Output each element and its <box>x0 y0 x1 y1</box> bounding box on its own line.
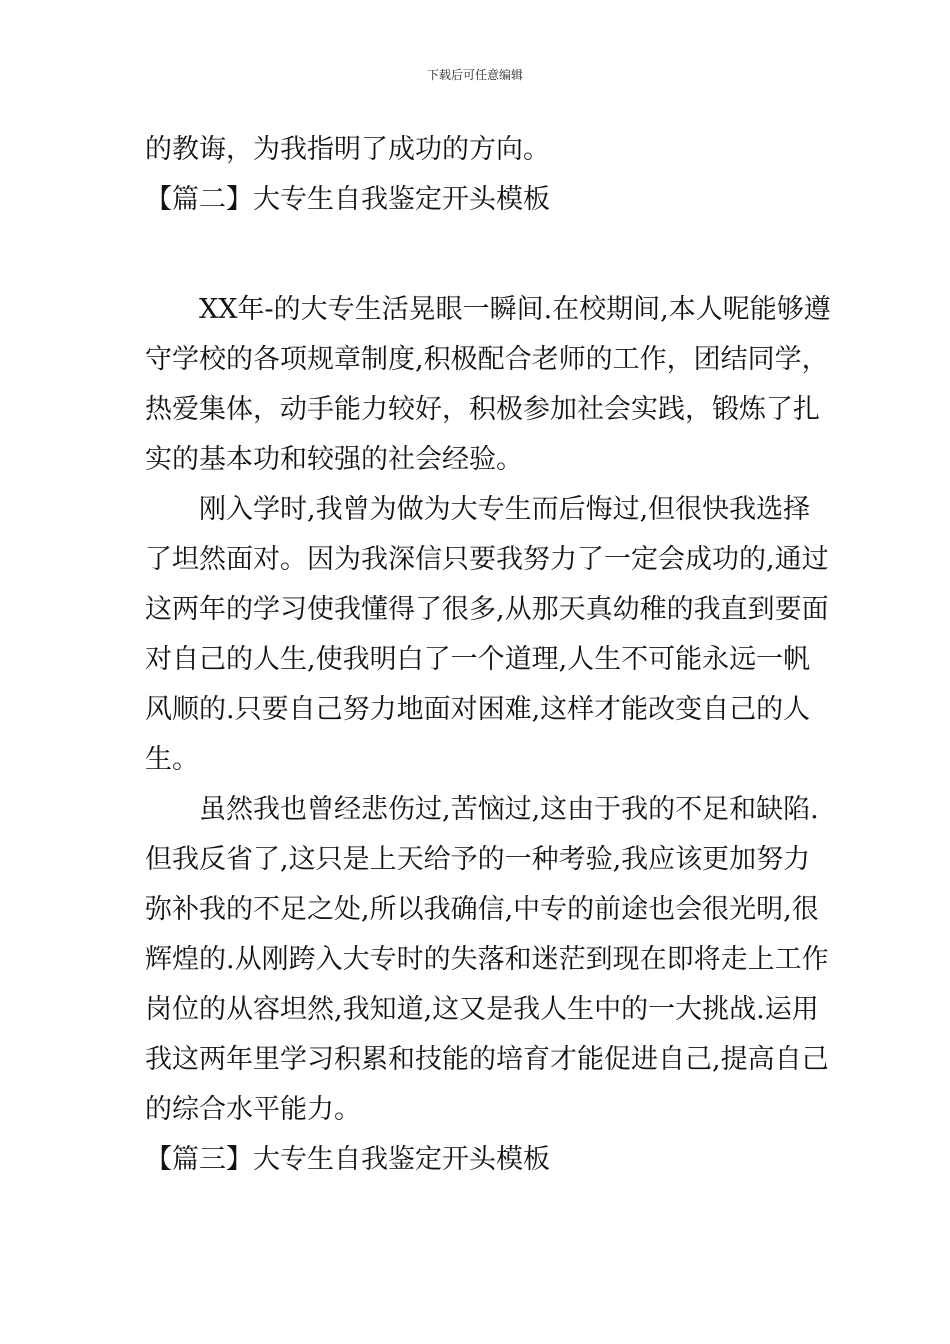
paragraph-3-line: 辉煌的.从刚跨入大专时的失落和迷茫到现在即将走上工作 <box>145 944 829 975</box>
paragraph-3-line: 但我反省了,这只是上天给予的一种考验,我应该更加努力 <box>145 844 811 875</box>
paragraph-3-line: 虽然我也曾经悲伤过,苦恼过,这由于我的不足和缺陷. <box>199 794 819 825</box>
text-line: 的教诲，为我指明了成功的方向。 <box>145 134 550 165</box>
page-header-note: 下载后可任意编辑 <box>426 68 523 82</box>
paragraph-2-line: 刚入学时,我曾为做为大专生而后悔过,但很快我选择 <box>199 494 811 525</box>
paragraph-2-line: 了坦然面对。因为我深信只要我努力了一定会成功的,通过 <box>145 544 829 575</box>
paragraph-3-line: 的综合水平能力。 <box>145 1094 361 1125</box>
paragraph-2-line: 对自己的人生,使我明白了一个道理,人生不可能永远一帆 <box>145 644 811 675</box>
section-heading-2: 【篇二】大专生自我鉴定开头模板 <box>145 184 550 215</box>
paragraph-2-line: 风顺的.只要自己努力地面对困难,这样才能改变自己的人 <box>145 694 811 725</box>
paragraph-2-line: 这两年的学习使我懂得了很多,从那天真幼稚的我直到要面 <box>145 594 829 625</box>
paragraph-1-line: 守学校的各项规章制度,积极配合老师的工作，团结同学， <box>145 344 829 375</box>
paragraph-2-line: 生。 <box>145 744 199 775</box>
paragraph-3-line: 岗位的从容坦然,我知道,这又是我人生中的一大挑战.运用 <box>145 994 819 1025</box>
spacer <box>145 225 807 285</box>
paragraph-1-line: 实的基本功和较强的社会经验。 <box>145 444 523 475</box>
paragraph-3-line: 弥补我的不足之处,所以我确信,中专的前途也会很光明,很 <box>145 894 819 925</box>
paragraph-1-line: 热爱集体，动手能力较好，积极参加社会实践，锻炼了扎 <box>145 394 820 425</box>
section-heading-3: 【篇三】大专生自我鉴定开头模板 <box>145 1144 550 1175</box>
document-body <box>145 125 831 1185</box>
paragraph-3-line: 我这两年里学习积累和技能的培育才能促进自己,提高自己 <box>145 1044 829 1075</box>
paragraph-1-line: XX年-的大专生活晃眼一瞬间.在校期间,本人呢能够遵 <box>199 294 831 325</box>
